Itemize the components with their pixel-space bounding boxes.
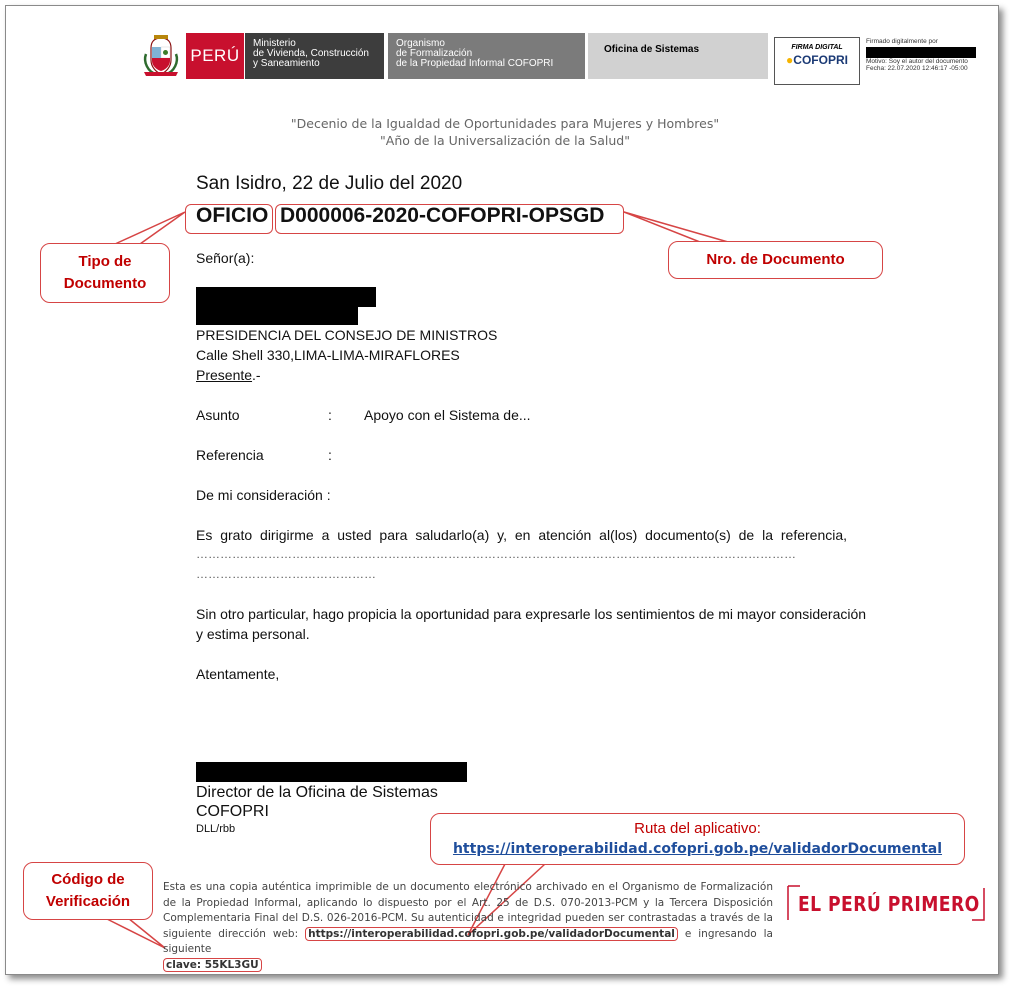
salutation: Señor(a): [196, 250, 255, 266]
callout-codigo-verificacion: Código de Verificación [23, 862, 153, 920]
callout-ruta-aplicativo: Ruta del aplicativo: https://interoperabilidad.cofopri.gob.pe/validadorDocumental [430, 813, 965, 865]
recipient-address: Calle Shell 330,LIMA-LIMA-MIRAFLORES [196, 347, 460, 363]
place-date: San Isidro, 22 de Julio del 2020 [196, 173, 463, 194]
document-number: D000006-2020-COFOPRI-OPSGD [280, 204, 605, 227]
referencia-label: Referencia [196, 447, 264, 463]
firma-title: FIRMA DIGITAL [791, 44, 843, 51]
closing: Atentamente, [196, 666, 280, 682]
ministry-label: Ministerio de Vivienda, Construcción y Saneamiento [245, 33, 384, 79]
paragraph-2-line-2: y estima personal. [196, 626, 310, 642]
dots-line-1: …………………………………………………………………………………………………………………………………… [196, 547, 796, 561]
asunto-colon: : [328, 407, 332, 423]
paragraph-2-line-1: Sin otro particular, hago propicia la oportunidad para expresarle los sentimientos de mi mayor consideración [196, 606, 867, 622]
footer-url[interactable]: https://interoperabilidad.cofopri.gob.pe/validadorDocumental [305, 927, 678, 941]
decenio-line-2: "Año de la Universalización de la Salud" [380, 133, 630, 148]
paragraph-1: Es grato dirigirme a usted para saludarlo(a) y, en atención al(los) documento(s) de la referencia, [196, 527, 848, 543]
footer-disclaimer: Esta es una copia auténtica imprimible de un documento electrónico archivado en el Organismo de Formalización de la Propiedad Informal, aplicando lo dispuesto por el Art. 25 de D.S. 070-2013-PCM y la Tercera Disposición Complementaria Final del D.S. 026-2016-PCM. Su autenticidad e integridad pueden ser contrastadas a través de la siguiente dirección web: https://interoperabilidad.cofopri.gob.pe/validadorDocumental e ingresando la siguiente clave: 55KL3GU [163, 881, 773, 971]
asunto-value: Apoyo con el Sistema de... [364, 407, 531, 423]
document-type: OFICIO [196, 204, 269, 227]
organism-label: Organismo de Formalización de la Propiedad Informal COFOPRI [388, 33, 585, 79]
recipient-org: PRESIDENCIA DEL CONSEJO DE MINISTROS [196, 327, 498, 343]
office-label: Oficina de Sistemas [588, 33, 768, 79]
callout-nro-documento: Nro. de Documento [668, 241, 883, 279]
peru-label: PERÚ [186, 33, 244, 79]
initials: DLL/rbb [196, 823, 236, 835]
verification-code: clave: 55KL3GU [163, 958, 262, 972]
dots-line-2: ……………………………………… [196, 567, 376, 581]
asunto-label: Asunto [196, 407, 240, 423]
presente: Presente.- [196, 367, 261, 383]
el-peru-primero-logo: EL PERÚ PRIMERO [786, 884, 986, 922]
ruta-url-link[interactable]: https://interoperabilidad.cofopri.gob.pe/validadorDocumental [452, 841, 943, 857]
cofopri-logo: ●COFOPRI [786, 53, 848, 67]
callout-tipo-documento: Tipo de Documento [40, 243, 170, 303]
consideracion: De mi consideración : [196, 487, 331, 503]
signature-info: Firmado digitalmente por Motivo: Soy el autor del documento Fecha: 22.07.2020 12:46:17 -05:00 [866, 38, 981, 73]
signer-title: Director de la Oficina de Sistemas [196, 784, 438, 801]
signer-org: COFOPRI [196, 803, 269, 820]
decenio-line-1: "Decenio de la Igualdad de Oportunidades para Mujeres y Hombres" [290, 116, 720, 131]
referencia-colon: : [328, 447, 332, 463]
